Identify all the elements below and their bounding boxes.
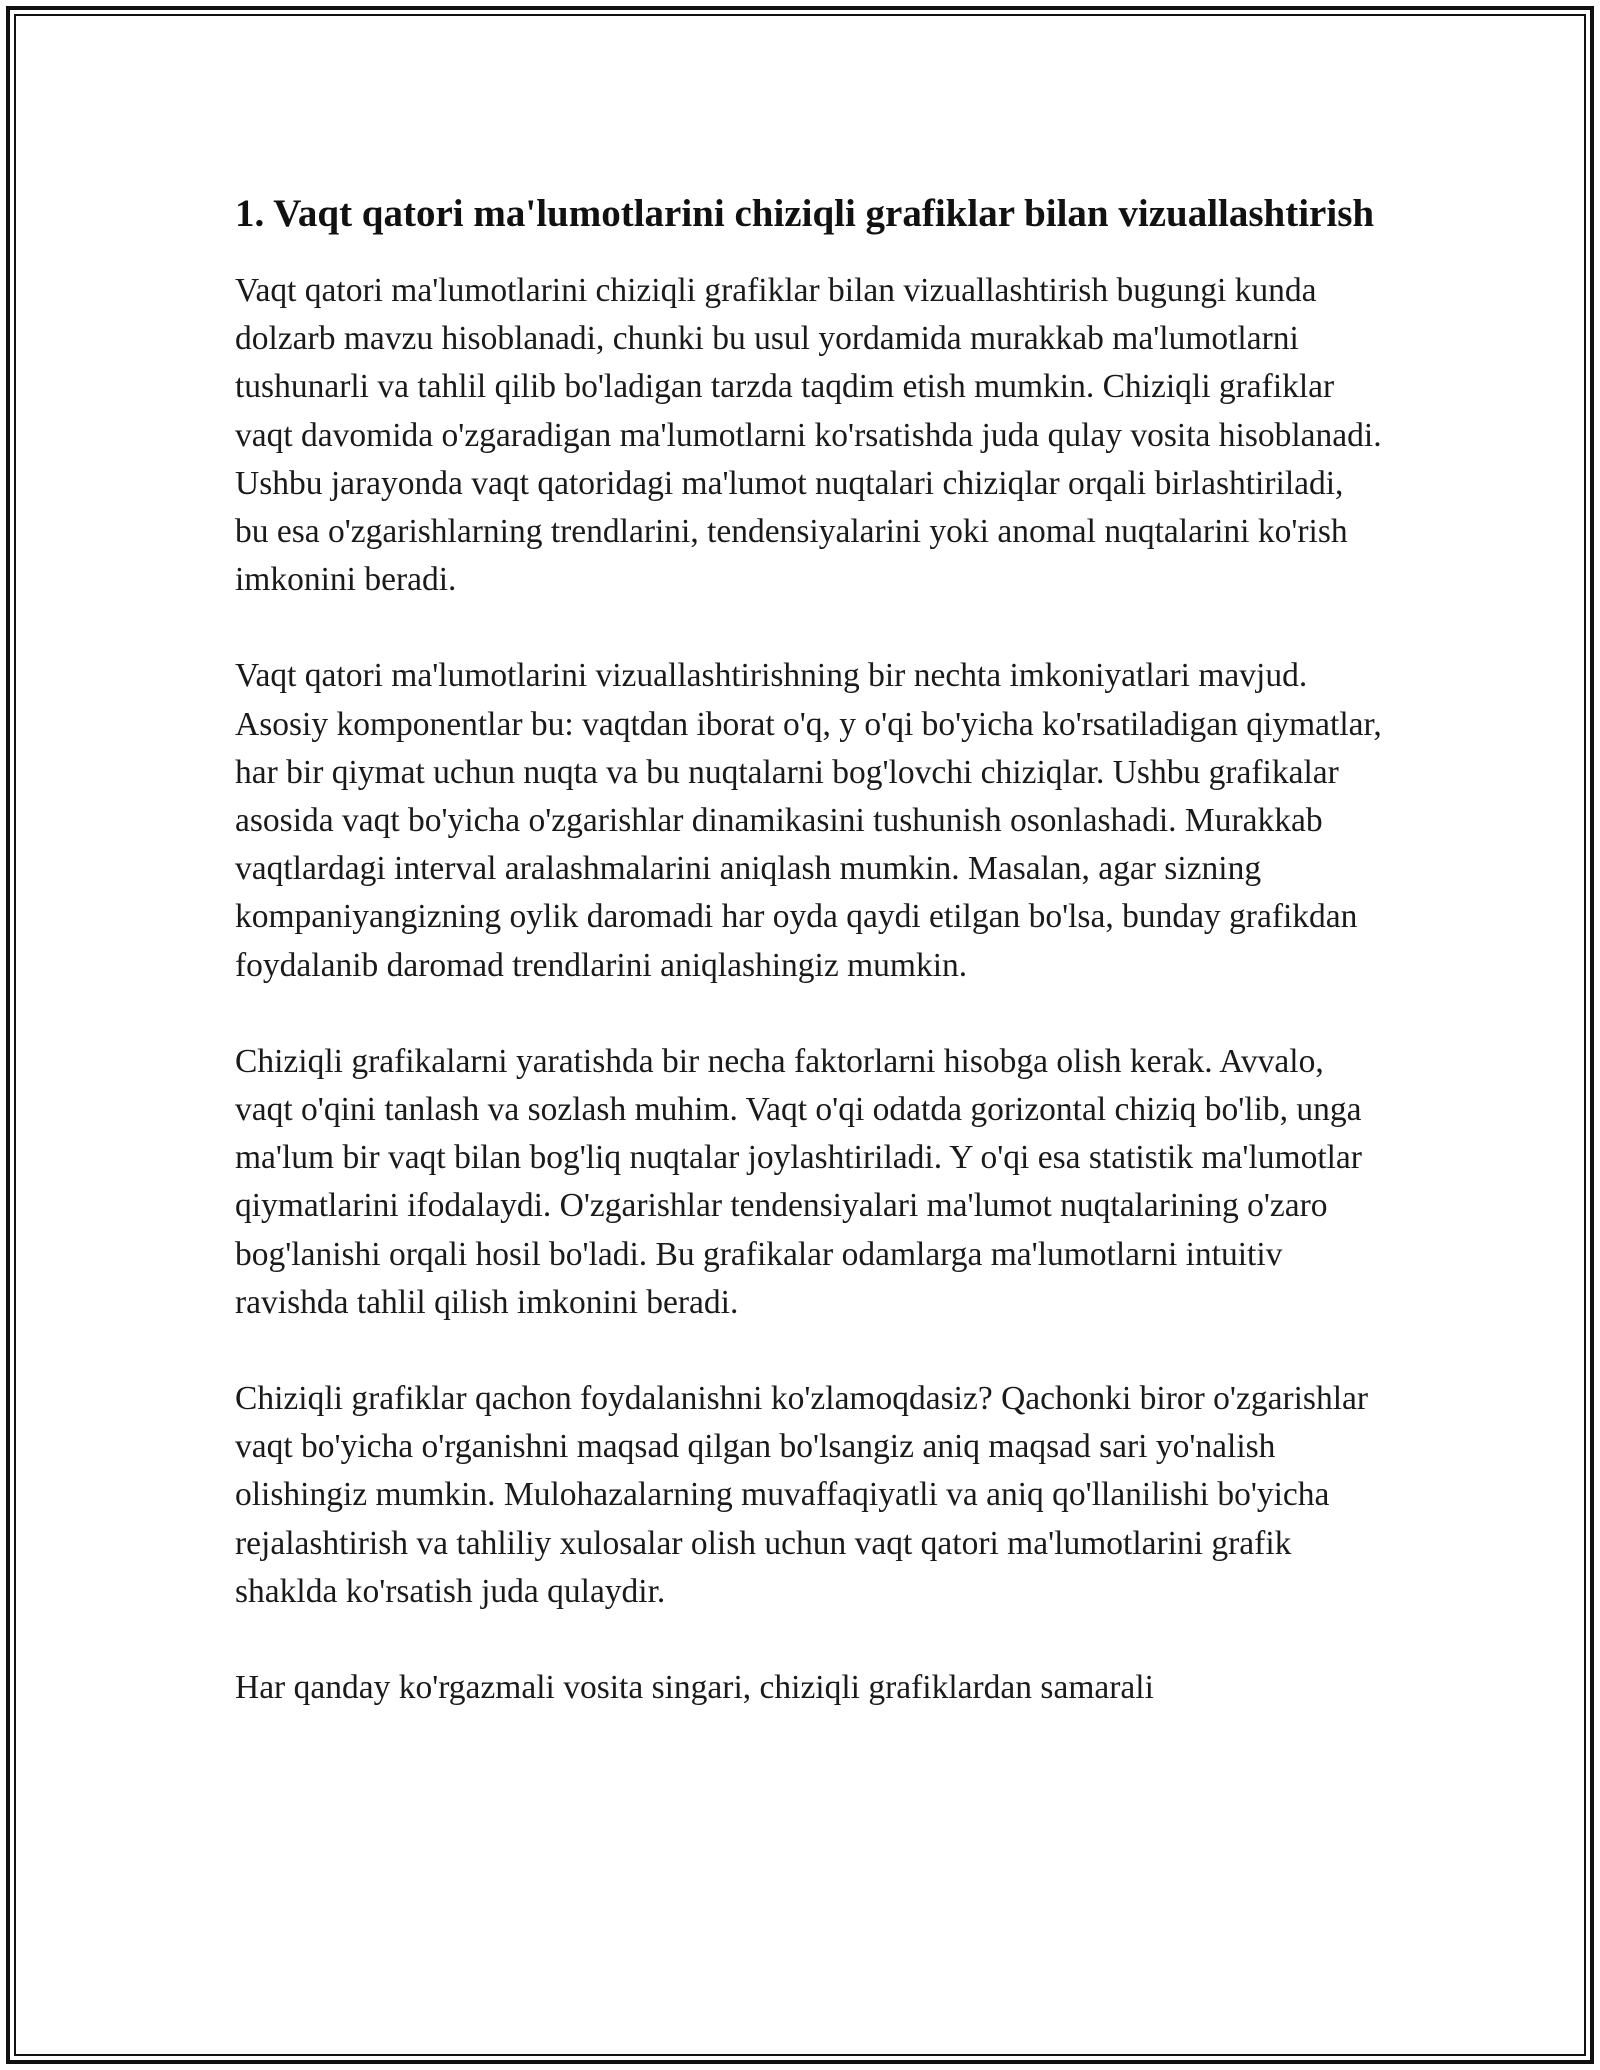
paragraph-5: Har qanday ko'rgazmali vosita singari, chiziqli grafiklardan samarali bbox=[235, 1669, 1154, 1707]
document-body bbox=[235, 186, 1385, 1712]
section-title: 1. Vaqt qatori ma'lumotlarini chiziqli grafiklar bilan vizuallashtirish bbox=[235, 192, 1375, 235]
paragraph-3: Chiziqli grafikalarni yaratishda bir necha faktorlarni hisobga olish kerak. Avvalo, vaqt o'qini tanlash va sozlash muhim. Vaqt o'qi odatda gorizontal chiziq bo'lib, unga ma'lum bir vaqt bilan bog'liq nuqtalar joylashtiriladi. Y o'qi esa statistik ma'lumotlar qiymatlarini ifodalaydi. O'zgarishlar tendensiyalari ma'lumot nuqtalarining o'zaro bog'lanishi orqali hosil bo'ladi. Bu grafikalar odamlarga ma'lumotlarni intuitiv ravishda tahlil qilish imkonini beradi. bbox=[235, 1042, 1362, 1321]
paragraph-1: Vaqt qatori ma'lumotlarini chiziqli grafiklar bilan vizuallashtirish bugungi kunda dolzarb mavzu hisoblanadi, chunki bu usul yordamida murakkab ma'lumotlarni tushunarli va tahlil qilib bo'ladigan tarzda taqdim etish mumkin. Chiziqli grafiklar vaqt davomida o'zgaradigan ma'lumotlarni ko'rsatishda juda qulay vosita hisoblanadi. Ushbu jarayonda vaqt qatoridagi ma'lumot nuqtalari chiziqlar orqali birlashtiriladi, bu esa o'zgarishlarning trendlarini, tendensiyalarini yoki anomal nuqtalarini ko'rish imkonini beradi. bbox=[235, 272, 1382, 599]
paragraph-2: Vaqt qatori ma'lumotlarini vizuallashtirishning bir nechta imkoniyatlari mavjud. Asosiy komponentlar bu: vaqtdan iborat o'q, y o'qi bo'yicha ko'rsatiladigan qiymatlar, har bir qiymat uchun nuqta va bu nuqtalarni bog'lovchi chiziqlar. Ushbu grafikalar asosida vaqt bo'yicha o'zgarishlar dinamikasini tushunish osonlashadi. Murakkab vaqtlardagi interval aralashmalarini aniqlash mumkin. Masalan, agar sizning kompaniyangizning oylik daromadi har oyda qaydi etilgan bo'lsa, bunday grafikdan foydalanib daromad trendlarini aniqlashingiz mumkin. bbox=[235, 657, 1382, 984]
paragraph-4: Chiziqli grafiklar qachon foydalanishni ko'zlamoqdasiz? Qachonki biror o'zgarishlar vaqt bo'yicha o'rganishni maqsad qilgan bo'lsangiz aniq maqsad sari yo'nalish olishingiz mumkin. Mulohazalarning muvaffaqiyatli va aniq qo'llanilishi bo'yicha rejalashtirish va tahliliy xulosalar olish uchun vaqt qatori ma'lumotlarini grafik shaklda ko'rsatish juda qulaydir. bbox=[235, 1380, 1369, 1610]
